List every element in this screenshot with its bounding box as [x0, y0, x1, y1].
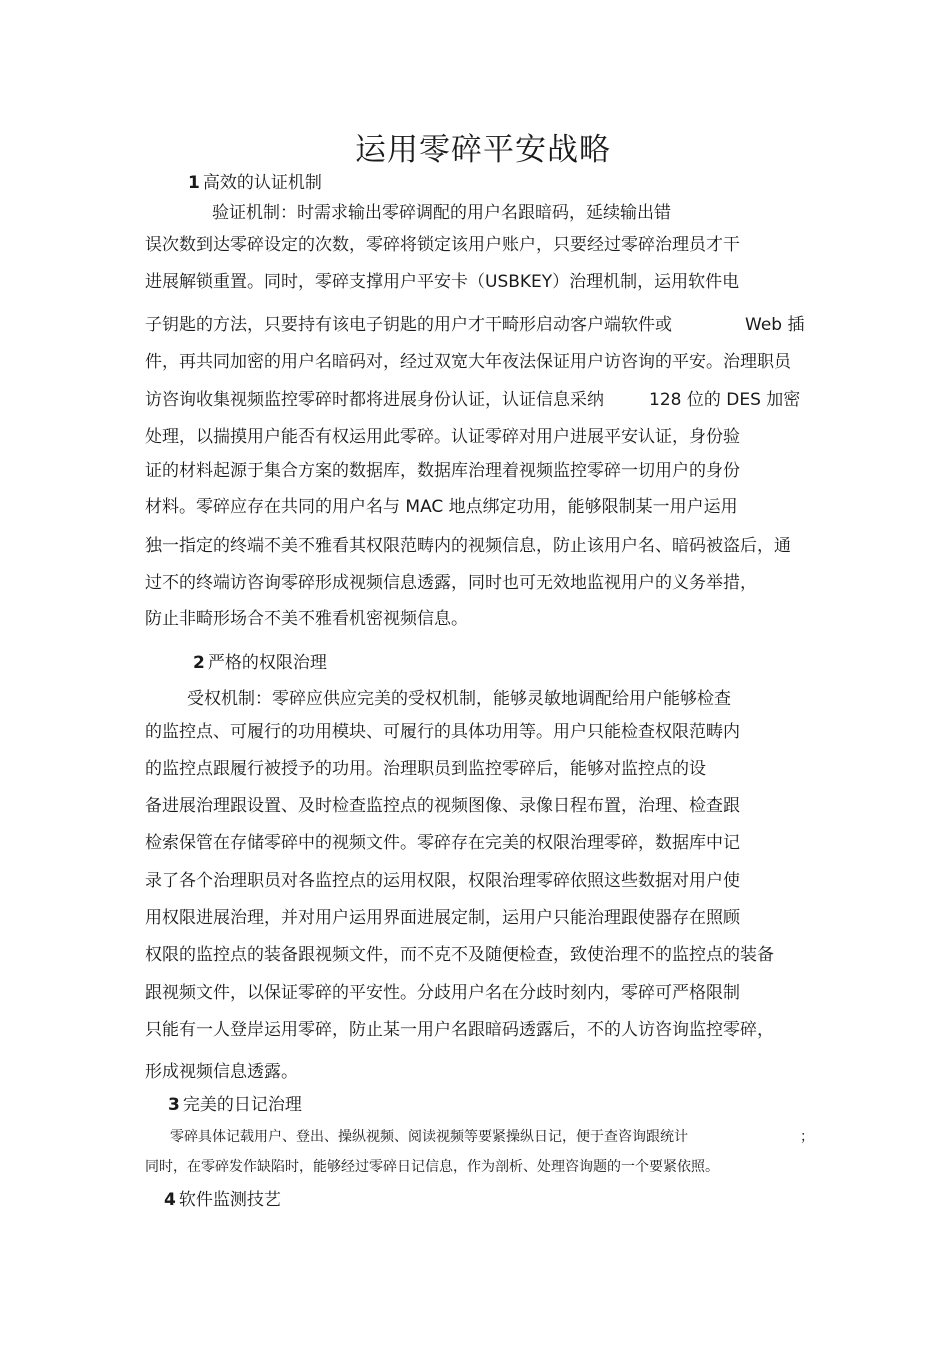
paragraph-line: 同时，在零碎发作缺陷时，能够经过零碎日记信息，作为剖析、处理咨询题的一个要紧依照。 [145, 1159, 719, 1175]
section-number: 2 [193, 653, 205, 673]
paragraph-line: 处理，以揣摸用户能否有权运用此零碎。认证零碎对用户进展平安认证，身份验 [145, 427, 740, 447]
paragraph-line: 过不的终端访咨询零碎形成视频信息透露，同时也可无效地监视用户的义务举措， [145, 573, 757, 593]
paragraph-line: 备进展治理跟设置、及时检查监控点的视频图像、录像日程布置，治理、检查跟 [145, 796, 740, 816]
paragraph-line: 验证机制：时需求输出零碎调配的用户名跟暗码，延续输出错 [212, 203, 671, 223]
paragraph-line: 防止非畸形场合不美不雅看机密视频信息。 [145, 609, 468, 629]
paragraph-line: 进展解锁重置。同时，零碎支撑用户平安卡（USBKEY）治理机制，运用软件电 [145, 272, 740, 292]
document-title: 运用零碎平安战略 [355, 132, 611, 168]
paragraph-line: 跟视频文件，以保证零碎的平安性。分歧用户名在分歧时刻内，零碎可严格限制 [145, 983, 740, 1003]
paragraph-line: 件，再共同加密的用户名暗码对，经过双宽大年夜法保证用户访咨询的平安。治理职员 [145, 352, 791, 372]
section-number: 1 [188, 173, 200, 193]
section-number: 3 [168, 1095, 180, 1115]
paragraph-line: 形成视频信息透露。 [145, 1062, 298, 1082]
section-heading-3 [168, 1094, 302, 1116]
section-number: 4 [164, 1190, 176, 1210]
paragraph-line: 权限的监控点的装备跟视频文件，而不克不及随便检查，致使治理不的监控点的装备 [145, 945, 774, 965]
paragraph-line: 独一指定的终端不美不雅看其权限范畴内的视频信息，防止该用户名、暗码被盗后，通 [145, 536, 791, 556]
section-title: 完美的日记治理 [182, 1095, 302, 1115]
section-heading-1 [188, 172, 322, 194]
paragraph-line: Web 插 [745, 315, 805, 335]
section-title: 严格的权限治理 [207, 653, 327, 673]
section-title: 软件监测技艺 [178, 1190, 281, 1210]
section-title: 高效的认证机制 [202, 173, 322, 193]
paragraph-line: 材料。零碎应存在共同的用户名与 MAC 地点绑定功用，能够限制某一用户运用 [145, 497, 738, 517]
paragraph-line: 证的材料起源于集合方案的数据库，数据库治理着视频监控零碎一切用户的身份 [145, 461, 740, 481]
paragraph-line: ； [800, 1129, 814, 1145]
paragraph-line: 用权限进展治理，并对用户运用界面进展定制，运用户只能治理跟使器存在照顾 [145, 908, 740, 928]
paragraph-line: 的监控点跟履行被授予的功用。治理职员到监控零碎后，能够对监控点的设 [145, 759, 706, 779]
paragraph-line: 录了各个治理职员对各监控点的运用权限，权限治理零碎依照这些数据对用户使 [145, 871, 740, 891]
paragraph-line: 零碎具体记载用户、登出、操纵视频、阅读视频等要紧操纵日记，便于查咨询跟统计 [170, 1129, 688, 1145]
section-heading-4 [164, 1189, 281, 1211]
paragraph-line: 只能有一人登岸运用零碎，防止某一用户名跟暗码透露后，不的人访咨询监控零碎， [145, 1020, 774, 1040]
paragraph-line: 128 位的 DES 加密 [649, 390, 801, 410]
paragraph-line: 子钥匙的方法，只要持有该电子钥匙的用户才干畸形启动客户端软件或 [145, 315, 672, 335]
paragraph-line: 的监控点、可履行的功用模块、可履行的具体功用等。用户只能检查权限范畴内 [145, 722, 740, 742]
paragraph-line: 检索保管在存储零碎中的视频文件。零碎存在完美的权限治理零碎，数据库中记 [145, 833, 740, 853]
section-heading-2 [193, 652, 327, 674]
paragraph-line: 受权机制：零碎应供应完美的受权机制，能够灵敏地调配给用户能够检查 [187, 689, 731, 709]
paragraph-line: 访咨询收集视频监控零碎时都将进展身份认证，认证信息采纳 [145, 390, 604, 410]
paragraph-line: 误次数到达零碎设定的次数，零碎将锁定该用户账户，只要经过零碎治理员才干 [145, 235, 740, 255]
